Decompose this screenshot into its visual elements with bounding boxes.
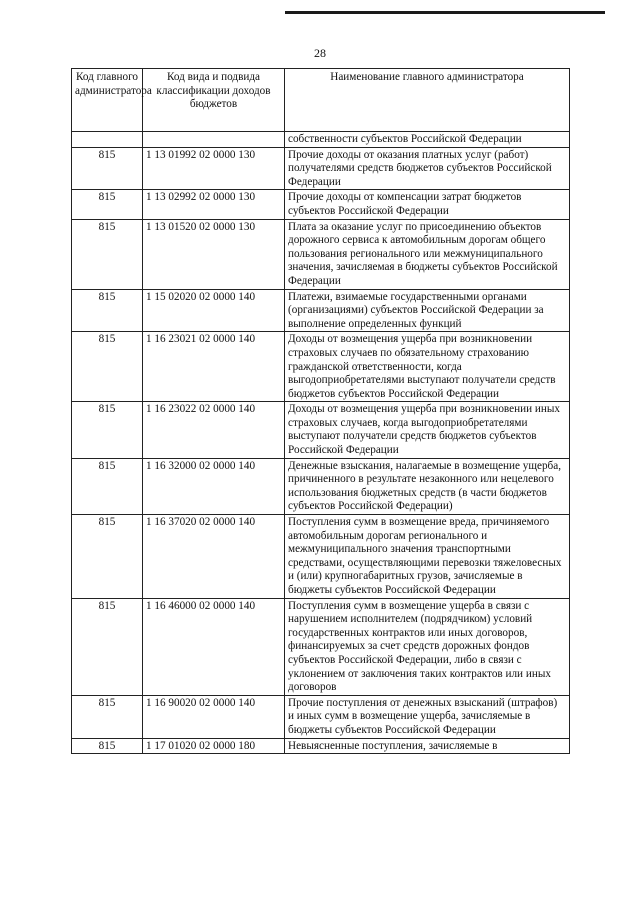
cell-classification-code: 1 16 90020 02 0000 140 <box>143 695 285 738</box>
header-admin-name: Наименование главного администратора <box>285 69 570 132</box>
cell-admin-name: Доходы от возмещения ущерба при возникновении иных страховых случаев, когда выгодоприобретателями выступают получатели средств бюджетов субъектов Российской Федерации <box>285 402 570 458</box>
cell-admin-name: Невыясненные поступления, зачисляемые в <box>285 738 570 754</box>
cell-admin-code: 815 <box>72 147 143 190</box>
cell-classification-code: 1 13 01992 02 0000 130 <box>143 147 285 190</box>
cell-classification-code: 1 17 01020 02 0000 180 <box>143 738 285 754</box>
cell-classification-code: 1 16 23021 02 0000 140 <box>143 332 285 402</box>
cell-admin-code: 815 <box>72 458 143 514</box>
cell-admin-name: Денежные взыскания, налагаемые в возмещение ущерба, причиненного в результате незаконного или нецелевого использования бюджетных средств (в части бюджетов субъектов Российской Федерации) <box>285 458 570 514</box>
cell-admin-code: 815 <box>72 190 143 219</box>
table-header-row <box>72 69 570 132</box>
cell-classification-code: 1 13 01520 02 0000 130 <box>143 219 285 289</box>
revenue-codes-table <box>71 68 570 754</box>
cell-classification-code: 1 15 02020 02 0000 140 <box>143 289 285 332</box>
cell-admin-name: Поступления сумм в возмещение вреда, причиняемого автомобильным дорогам регионального и межмуниципального значения транспортными средствами, осуществляющими перевозки тяжеловесных и (или) крупногабаритных грузов, зачисляемые в бюджеты субъектов Российской Федерации <box>285 515 570 599</box>
table-row <box>72 515 570 599</box>
table-row <box>72 190 570 219</box>
table-row <box>72 132 570 148</box>
table-row <box>72 402 570 458</box>
cell-classification-code: 1 16 46000 02 0000 140 <box>143 598 285 695</box>
table-row <box>72 332 570 402</box>
cell-admin-code: 815 <box>72 289 143 332</box>
cell-admin-name: собственности субъектов Российской Федерации <box>285 132 570 148</box>
cell-classification-code: 1 16 32000 02 0000 140 <box>143 458 285 514</box>
table-row <box>72 738 570 754</box>
cell-admin-name: Доходы от возмещения ущерба при возникновении страховых случаев по обязательному страхованию гражданской ответственности, когда выгодоприобретателями выступают получатели средств бюджетов субъектов Российской Федерации <box>285 332 570 402</box>
cell-admin-name: Прочие поступления от денежных взысканий (штрафов) и иных сумм в возмещение ущерба, зачисляемые в бюджеты субъектов Российской Федерации <box>285 695 570 738</box>
cell-admin-name: Прочие доходы от компенсации затрат бюджетов субъектов Российской Федерации <box>285 190 570 219</box>
cell-admin-code: 815 <box>72 332 143 402</box>
page-number: 28 <box>314 46 326 60</box>
header-admin-code: Код главного администратора <box>72 69 143 132</box>
cell-admin-name: Платежи, взимаемые государственными органами (организациями) субъектов Российской Федерации за выполнение определенных функций <box>285 289 570 332</box>
cell-admin-name: Поступления сумм в возмещение ущерба в связи с нарушением исполнителем (подрядчиком) условий государственных контрактов или иных договоров, финансируемых за счет средств дорожных фондов субъектов Российской Федерации, либо в связи с уклонением от заключения таких контрактов или иных договоров <box>285 598 570 695</box>
cell-classification-code: 1 16 37020 02 0000 140 <box>143 515 285 599</box>
cell-admin-code: 815 <box>72 402 143 458</box>
cell-classification-code <box>143 132 285 148</box>
table-row <box>72 147 570 190</box>
table-row <box>72 219 570 289</box>
table-row <box>72 458 570 514</box>
table-body <box>72 132 570 754</box>
cell-classification-code: 1 13 02992 02 0000 130 <box>143 190 285 219</box>
table-row <box>72 695 570 738</box>
cell-admin-code: 815 <box>72 598 143 695</box>
cell-admin-code: 815 <box>72 738 143 754</box>
table-row <box>72 598 570 695</box>
cell-admin-name: Плата за оказание услуг по присоединению объектов дорожного сервиса к автомобильным дорогам общего пользования регионального или межмуниципального значения, зачисляемая в бюджеты субъектов Российской Федерации <box>285 219 570 289</box>
table-row <box>72 289 570 332</box>
cell-classification-code: 1 16 23022 02 0000 140 <box>143 402 285 458</box>
cell-admin-code: 815 <box>72 219 143 289</box>
header-classification-code: Код вида и подвида классификации доходов бюджетов <box>143 69 285 132</box>
cell-admin-code: 815 <box>72 515 143 599</box>
cell-admin-code: 815 <box>72 695 143 738</box>
cell-admin-name: Прочие доходы от оказания платных услуг (работ) получателями средств бюджетов субъектов Российской Федерации <box>285 147 570 190</box>
top-rule <box>285 11 605 14</box>
cell-admin-code <box>72 132 143 148</box>
